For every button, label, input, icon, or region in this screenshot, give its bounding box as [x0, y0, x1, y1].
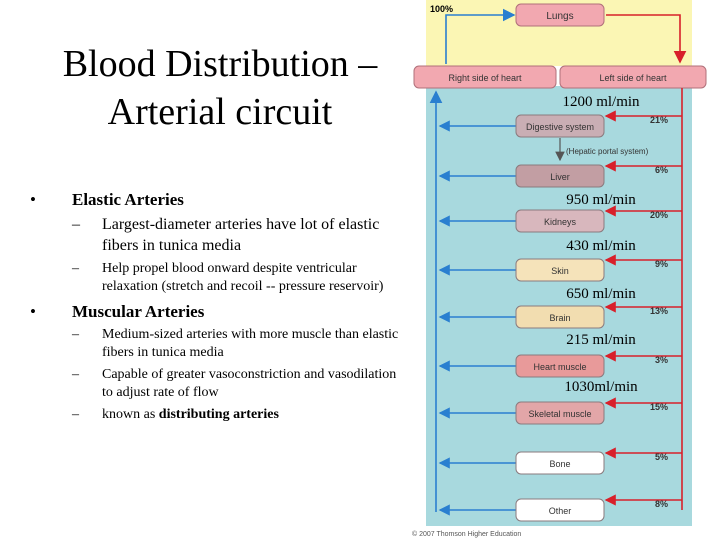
flow-rate-note: 950 ml/min [566, 192, 636, 208]
dash-icon: – [72, 327, 79, 342]
portal-label: (Hepatic portal system) [566, 147, 649, 156]
dash-icon: – [72, 261, 79, 276]
flow-rate-note: 650 ml/min [566, 286, 636, 302]
organ-percent: 3% [654, 355, 668, 365]
sub-bullet-text: Medium-sized arteries with more muscle than elastic fibers in tunica media [102, 327, 399, 360]
organ-label: Skin [551, 266, 569, 276]
organ-percent: 13% [649, 306, 668, 316]
sub-bullet-text: Help propel blood onward despite ventricular relaxation (stretch and recoil -- pressure reservoir) [102, 261, 384, 294]
organ-percent: 9% [654, 259, 668, 269]
flow-rate-note: 1200 ml/min [562, 94, 640, 110]
lungs-label: Lungs [546, 11, 574, 22]
right-heart-label: Right side of heart [448, 73, 522, 83]
organ-label: Heart muscle [533, 362, 587, 372]
bullet-label: Elastic Arteries [72, 190, 184, 209]
sub-bullet-text: Largest-diameter arteries have lot of elastic fibers in tunica media [102, 216, 380, 254]
flow-rate-note: 215 ml/min [566, 332, 636, 348]
organ-label: Liver [550, 172, 570, 182]
slide-title-text: Blood Distribution – Arterial circuit [62, 43, 378, 133]
left-heart-label: Left side of heart [599, 73, 667, 83]
organ-percent: 6% [654, 165, 668, 175]
dash-icon: – [72, 407, 79, 422]
dash-icon: – [72, 367, 79, 382]
organ-percent: 21% [649, 115, 668, 125]
top-percent-label: 100% [430, 4, 454, 14]
organ-label: Digestive system [525, 122, 595, 132]
organ-percent: 15% [649, 402, 668, 412]
organ-percent: 20% [649, 210, 668, 220]
organ-label: Other [548, 506, 572, 516]
copyright-text: © 2007 Thomson Higher Education [412, 531, 522, 538]
dash-icon: – [72, 216, 80, 233]
bullet-icon: • [30, 190, 36, 209]
bullet-label: Muscular Arteries [72, 302, 205, 321]
bullet-icon: • [30, 302, 36, 321]
flow-rate-note: 1030ml/min [564, 379, 638, 395]
sub-bullet-prefix: known as [102, 407, 159, 422]
organ-label: Kidneys [543, 217, 577, 227]
organ-percent: 5% [654, 452, 668, 462]
organ-label: Bone [549, 459, 571, 469]
organ-label: Skeletal muscle [528, 409, 592, 419]
sub-bullet-text: Capable of greater vasoconstriction and vasodilation to adjust rate of flow [102, 367, 397, 400]
organ-label: Brain [549, 313, 571, 323]
organ-percent: 8% [654, 499, 668, 509]
flow-rate-note: 430 ml/min [566, 238, 636, 254]
sub-bullet-bold: distributing arteries [158, 407, 279, 422]
